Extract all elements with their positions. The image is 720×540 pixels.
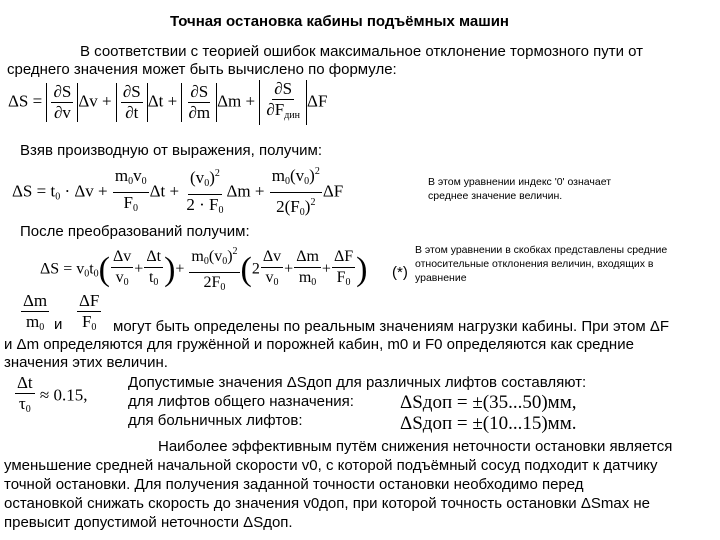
allowed-hospital: для больничных лифтов: xyxy=(128,412,303,429)
para2-line-2: и Δm определяются для гружённой и порожней кабин, m0 и F0 определяются как средние xyxy=(4,336,634,353)
intro-line-2: среднего значения может быть вычислено по формуле: xyxy=(7,61,397,78)
allowed-hospital-value: ΔSдоп = ±(10...15)мм. xyxy=(400,413,577,434)
formula-derivative: $\Delta S = t_0 \cdot \Delta v$ + $\frac{m_0v_0}{F_0}$ Δt + $\frac{(v_0)^2}{2 \cdot F_0}$ Δm + $\frac{m_0(v_0)^2}{2(F_0)^2}$ ΔF xyxy=(12,163,343,222)
formula-error: ΔS = $\frac{\partial S}{\partial v}$ Δv + $\frac{\partial S}{\partial t}$ Δt + $\frac{\partial S}{\partial m}$ Δm + $\frac{\partial S}{\partial F_{дин}}$ ΔF xyxy=(8,80,327,125)
allowed-general: для лифтов общего назначения: xyxy=(128,393,354,410)
note-index-line-1: В этом уравнении индекс '0' означает xyxy=(428,176,612,188)
para3-line-2: уменьшение средней начальной скорости v0, с которой подъёмный сосуд подходит к датчику xyxy=(4,457,658,474)
fraction-df-f0: $\frac{\Delta F}{F_0}$ xyxy=(79,291,100,333)
note-brackets-line-3: уравнение xyxy=(415,272,467,284)
fraction-dm-m0: $\frac{\Delta m}{m_0}$ xyxy=(23,291,48,333)
allowed-general-value: ΔSдоп = ±(35...50)мм, xyxy=(400,392,577,413)
ratio-value: ≈ 0.15, xyxy=(39,385,88,405)
note-brackets-line-2: относительные отклонения величин, входящих в xyxy=(415,258,654,270)
note-brackets-line-1: В этом уравнении в скобках представлены средние xyxy=(415,244,668,256)
derivative-text: Взяв производную от выражения, получим: xyxy=(20,142,323,159)
and-word: и xyxy=(54,316,63,333)
fraction-dt-t0: $\frac{\Delta t}{\tau_0}$ ≈ 0.15, xyxy=(17,373,88,415)
para2-line-1: могут быть определены по реальным значениям нагрузки кабины. При этом ΔF xyxy=(113,318,670,335)
page-title: Точная остановка кабины подъёмных машин xyxy=(170,13,509,30)
para2-line-3: значения этих величин. xyxy=(4,354,168,371)
intro-line-1: В соответствии с теорией ошибок максимальное отклонение тормозного пути от xyxy=(80,43,644,60)
para3-line-3: точной остановки. Для получения заданной точности остановки необходимо перед xyxy=(4,476,584,493)
para3-line-1: Наиболее эффективным путём снижения неточности остановки является xyxy=(158,438,673,455)
after-text: После преобразований получим: xyxy=(20,223,250,240)
allowed-line-1: Допустимые значения ΔSдоп для различных лифтов составляют: xyxy=(128,374,587,391)
note-index-line-2: среднее значение величин. xyxy=(428,190,563,202)
para3-line-4: остановкой снижать скорость до значения v0доп, при которой точность остановки ΔSmax не xyxy=(4,495,650,512)
equation-star-label: (*) xyxy=(392,264,408,281)
formula-transformed: $\Delta S = v_0t_0$( $\frac{\Delta v}{v_0}$ + $\frac{\Delta t}{t_0}$ )+ $\frac{m_0(v_0)^2}{2F_0}$ (2 $\frac{\Delta v}{v_0}$ + $\frac{\Delta m}{m_0}$ + $\frac{\Delta F}{F_0}$ ) xyxy=(40,243,367,297)
para3-line-5: превысит допустимой неточности ΔSдоп. xyxy=(4,514,293,531)
